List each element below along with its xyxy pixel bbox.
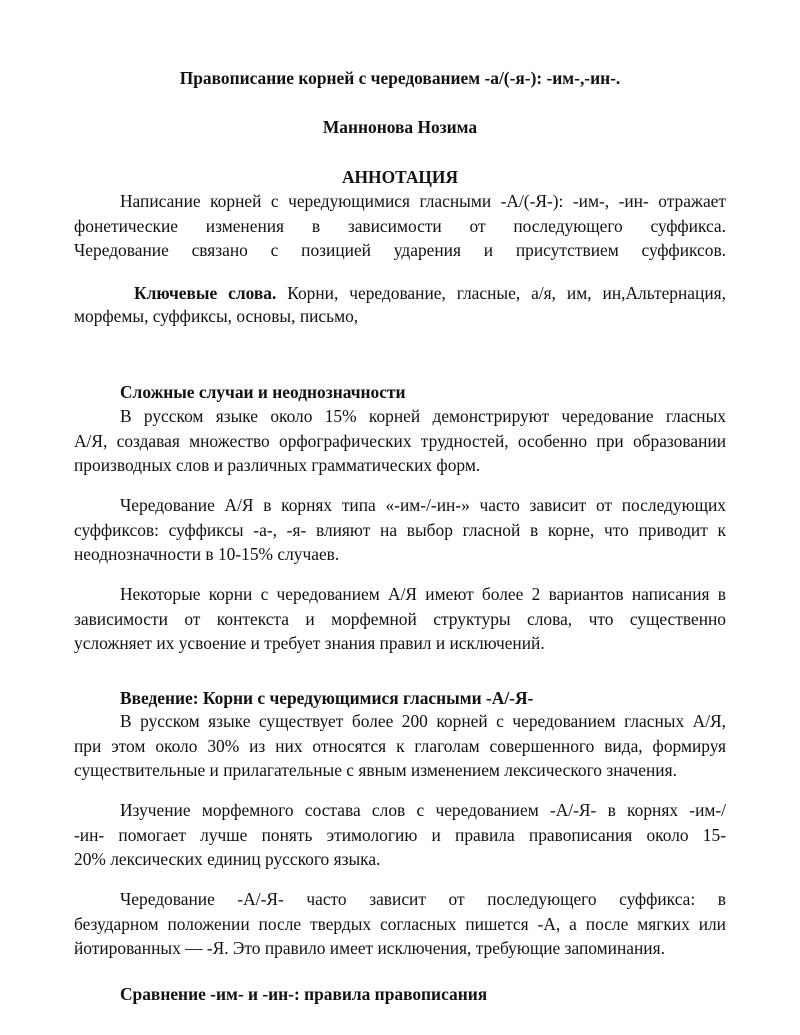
keywords-text: Корни, чередование, гласные, а/я, им, ин,Альтернация, xyxy=(276,283,726,303)
section2-p1-line-2: при этом около 30% из них относятся к глаголам совершенного вида, формируя xyxy=(74,736,726,756)
section2-p3-line-3: йотированных — -Я. Это правило имеет исключения, требующие запоминания. xyxy=(74,938,665,958)
section1-p2-line-2: суффиксов: суффиксы -а-, -я- влияют на выбор гласной в корне, что приводит к xyxy=(74,520,726,540)
section3-heading: Сравнение -им- и -ин-: правила правописания xyxy=(120,984,488,1004)
keywords-label: Ключевые слова. xyxy=(134,283,277,303)
section2-p2-line-1: Изучение морфемного состава слов с чередованием -А/-Я- в корнях -им-/ xyxy=(120,800,726,820)
section2-p1-line-3: существительные и прилагательные с явным изменением лексического значения. xyxy=(74,760,677,780)
section1-p3-line-3: усложняет их усвоение и требует знания правил и исключений. xyxy=(74,633,545,653)
section1-p3-line-2: зависимости от контекста и морфемной структуры слова, что существенно xyxy=(74,609,726,629)
keywords-line-2: морфемы, суффиксы, основы, письмо, xyxy=(74,306,359,326)
annotation-line-1: Написание корней с чередующимися гласными -А/(-Я-): -им-, -ин- отражает xyxy=(120,191,726,211)
annotation-line-2: фонетические изменения в зависимости от последующего суффикса. xyxy=(74,216,726,236)
section1-p2-line-3: неоднозначности в 10-15% случаев. xyxy=(74,544,340,564)
section1-p1-line-2: А/Я, создавая множество орфографических трудностей, особенно при образовании xyxy=(74,431,726,451)
section1-p3-line-1: Некоторые корни с чередованием А/Я имеют более 2 вариантов написания в xyxy=(120,584,726,604)
section1-p1-line-3: производных слов и различных грамматических форм. xyxy=(74,455,481,475)
author-name: Маннонова Нозима xyxy=(322,117,478,137)
section1-p2-line-1: Чередование А/Я в корнях типа «-им-/-ин-» часто зависит от последующих xyxy=(120,495,726,515)
section2-p1-line-1: В русском языке существует более 200 корней с чередованием гласных А/Я, xyxy=(120,711,726,731)
section2-p3-line-1: Чередование -А/-Я- часто зависит от последующего суффикса: в xyxy=(120,889,726,909)
section1-p1-line-1: В русском языке около 15% корней демонстрируют чередование гласных xyxy=(120,406,726,426)
section2-p3-line-2: безударном положении после твердых согласных пишется -А, а после мягких или xyxy=(74,914,726,934)
section2-p2-line-2: -ин- помогает лучше понять этимологию и правила правописания около 15- xyxy=(74,825,726,845)
section2-p2-line-3: 20% лексических единиц русского языка. xyxy=(74,849,381,869)
section2-heading: Введение: Корни с чередующимися гласными -А/-Я- xyxy=(120,688,534,708)
keywords-line-1 xyxy=(74,281,726,305)
section1-heading: Сложные случаи и неоднозначности xyxy=(120,382,406,402)
annotation-line-3: Чередование связано с позицией ударения и присутствием суффиксов. xyxy=(74,240,726,260)
annotation-heading: АННОТАЦИЯ xyxy=(341,167,459,187)
paper-title: Правописание корней с чередованием -а/(-я-): -им-,-ин-. xyxy=(179,68,621,88)
